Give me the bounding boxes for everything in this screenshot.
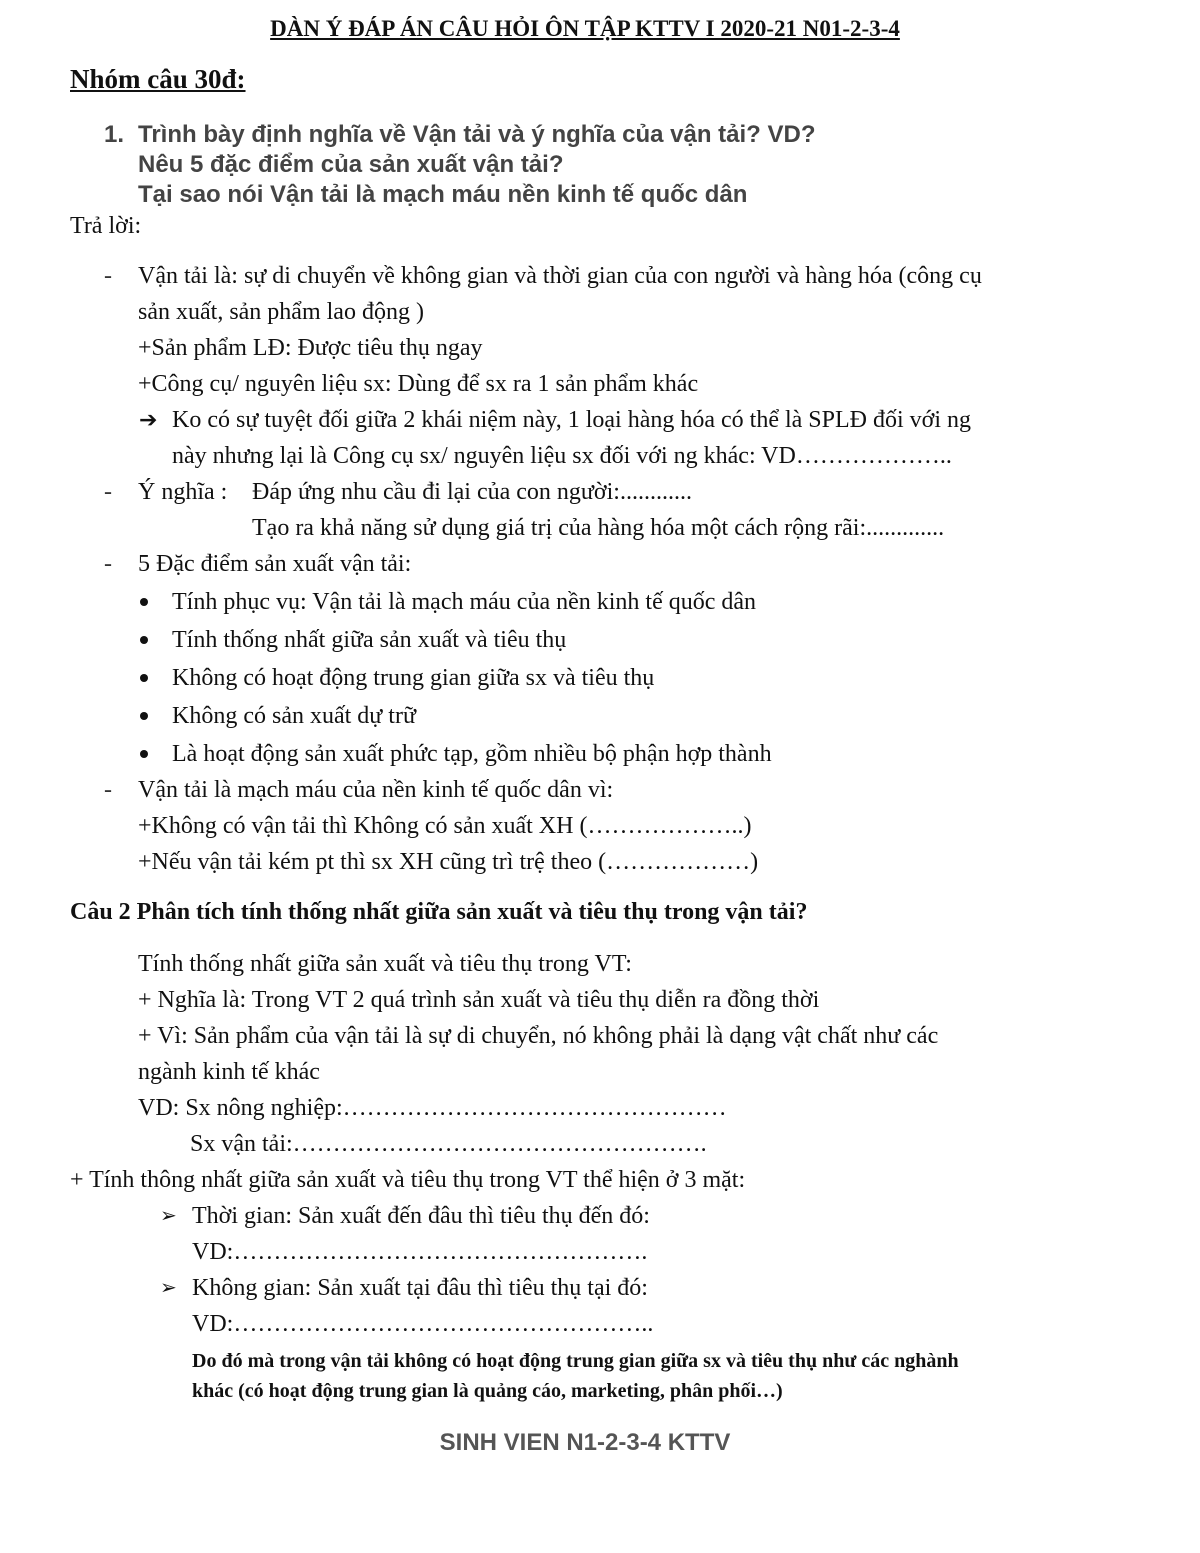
document-title: DÀN Ý ĐÁP ÁN CÂU HỎI ÔN TẬP KTTV I 2020-21 N01-2-3-4 bbox=[270, 16, 900, 41]
features-heading: 5 Đặc điểm sản xuất vận tải: bbox=[138, 551, 412, 577]
q2-heading: Câu 2 Phân tích tính thống nhất giữa sản xuất và tiêu thụ trong vận tải? bbox=[70, 899, 808, 925]
bullet-icon bbox=[140, 598, 148, 606]
answer-label: Trả lời: bbox=[70, 213, 142, 239]
arrow-note-line-2: này nhưng lại là Công cụ sx/ nguyên liệu sx đối với ng khác: VD……………….. bbox=[172, 443, 952, 469]
document-page: DÀN Ý ĐÁP ÁN CÂU HỎI ÔN TẬP KTTV I 2020-21 N01-2-3-4 Nhóm câu 30đ: 1. Trình bày định nghĩa về Vận tải và ý nghĩa của vận tải? VD? Nêu 5 đặc điểm của sản xuất vận tải? Tại sao nói Vận tải là mạch máu nền kinh tế quốc dân Trả lời: - Vận tải là: sự di chuyển về không gian và thời gian của con người và hàng hóa (công cụ sản xuất, sản phẩm lao động ) +Sản phẩm LĐ: Được tiêu thụ ngay +Công cụ/ nguyên liệu sx: Dùng để sx ra 1 sản phẩm khác ➔ Ko có sự tuyệt đối giữa 2 khái niệm này, 1 loại hàng hóa có thể là SPLĐ đối với ng này nhưng lại là Công cụ sx/ nguyên liệu sx đối với ng khác: VD……………….. - Ý nghĩa : Đáp ứng nhu cầu đi lại của con người:............ Tạo ra khả năng sử dụng giá trị của hàng hóa một cách rộng rãi:............. - 5 Đặc điểm sản xuất vận tải: Tính phục vụ: Vận tải là mạch máu của nền kinh tế quốc dân Tính thống nhất giữa sản xuất và tiêu thụ Không có hoạt động trung gian giữa sx và tiêu thụ Không có sản xuất dự trữ Là hoạt động sản xuất phức tạp, gồm nhiều bộ phận hợp thành - Vận tải là mạch máu của nền kinh tế quốc dân vì: +Không có vận tải thì Không có sản xuất XH (………………..) +Nếu vận tải kém pt thì sx XH cũng trì trệ theo (………………) Câu 2 Phân tích tính thống nhất giữa sản xuất và tiêu thụ trong vận tải? Tính thống nhất giữa sản xuất và tiêu thụ trong VT: + Nghĩa là: Trong VT 2 quá trình sản xuất và tiêu thụ diễn ra đồng thời + Vì: Sản phẩm của vận tải là sự di chuyển, nó không phải là dạng vật chất như các ngành kinh tế khác VD: Sx nông nghiệp:………………………………………… Sx vận tải:……………………………………………. + Tính thông nhất giữa sản xuất và tiêu thụ trong VT thể hiện ở 3 mặt: ➢ Thời gian: Sản xuất đến đâu thì tiêu thụ đến đó: VD:……………………………………………. ➢ Không gian: Sản xuất tại đâu thì tiêu thụ tại đó: VD:…………………………………………….. Do đó mà trong vận tải không có hoạt động trung gian giữa sx và tiêu thụ như các nghành khác (có hoạt động trung gian là quảng cáo, marketing, phân phối…) SINH VIEN N1-2-3-4 KTTV bbox=[0, 0, 1200, 1553]
space-example: VD:…………………………………………….. bbox=[192, 1311, 654, 1337]
time-example: VD:……………………………………………. bbox=[192, 1239, 648, 1265]
conclusion-line-1: Do đó mà trong vận tải không có hoạt động trung gian giữa sx và tiêu thụ như các nghành bbox=[192, 1350, 959, 1372]
meaning-label: Ý nghĩa : bbox=[138, 479, 228, 505]
bullet-icon bbox=[140, 636, 148, 644]
tool-line: +Công cụ/ nguyên liệu sx: Dùng để sx ra 1 sản phẩm khác bbox=[138, 371, 699, 397]
dash-marker: - bbox=[104, 551, 112, 577]
chevron-right-icon: ➢ bbox=[160, 1277, 177, 1299]
bullet-icon bbox=[140, 750, 148, 758]
definition-line-2: sản xuất, sản phẩm lao động ) bbox=[138, 299, 424, 325]
dash-marker: - bbox=[104, 263, 112, 289]
footer-text: SINH VIEN N1-2-3-4 KTTV bbox=[439, 1429, 731, 1456]
meaning-1: Đáp ứng nhu cầu đi lại của con người:............ bbox=[252, 479, 692, 505]
q2-meaning: + Nghĩa là: Trong VT 2 quá trình sản xuất và tiêu thụ diễn ra đồng thời bbox=[138, 987, 820, 1013]
lifeblood-reason-2: +Nếu vận tải kém pt thì sx XH cũng trì trệ theo (………………) bbox=[138, 849, 759, 875]
lifeblood-heading: Vận tải là mạch máu của nền kinh tế quốc dân vì: bbox=[138, 777, 614, 803]
dash-marker: - bbox=[104, 479, 112, 505]
q2-reason-1: + Vì: Sản phẩm của vận tải là sự di chuyển, nó không phải là dạng vật chất như các bbox=[138, 1023, 939, 1049]
q2-example-2: Sx vận tải:……………………………………………. bbox=[190, 1131, 707, 1157]
bullet-icon bbox=[140, 674, 148, 682]
labor-product-line: +Sản phẩm LĐ: Được tiêu thụ ngay bbox=[138, 335, 483, 361]
q2-aspects: + Tính thông nhất giữa sản xuất và tiêu thụ trong VT thể hiện ở 3 mặt: bbox=[70, 1167, 746, 1193]
q1-number: 1. bbox=[104, 121, 125, 148]
dash-marker: - bbox=[104, 777, 112, 803]
lifeblood-reason-1: +Không có vận tải thì Không có sản xuất XH (………………..) bbox=[138, 813, 752, 839]
q1-line-2: Nêu 5 đặc điểm của sản xuất vận tải? bbox=[138, 151, 564, 178]
q2-intro: Tính thống nhất giữa sản xuất và tiêu thụ trong VT: bbox=[138, 951, 632, 977]
chevron-right-icon: ➢ bbox=[160, 1205, 177, 1227]
group-heading: Nhóm câu 30đ: bbox=[70, 64, 246, 94]
q2-example-1: VD: Sx nông nghiệp:………………………………………… bbox=[138, 1095, 727, 1121]
meaning-2: Tạo ra khả năng sử dụng giá trị của hàng hóa một cách rộng rãi:............. bbox=[252, 515, 945, 541]
conclusion-line-2: khác (có hoạt động trung gian là quảng cáo, marketing, phân phối…) bbox=[192, 1380, 783, 1402]
bullet-icon bbox=[140, 712, 148, 720]
q2-reason-2: ngành kinh tế khác bbox=[138, 1059, 320, 1085]
right-arrow-icon: ➔ bbox=[139, 407, 158, 432]
q1-line-3: Tại sao nói Vận tải là mạch máu nền kinh tế quốc dân bbox=[138, 181, 748, 208]
